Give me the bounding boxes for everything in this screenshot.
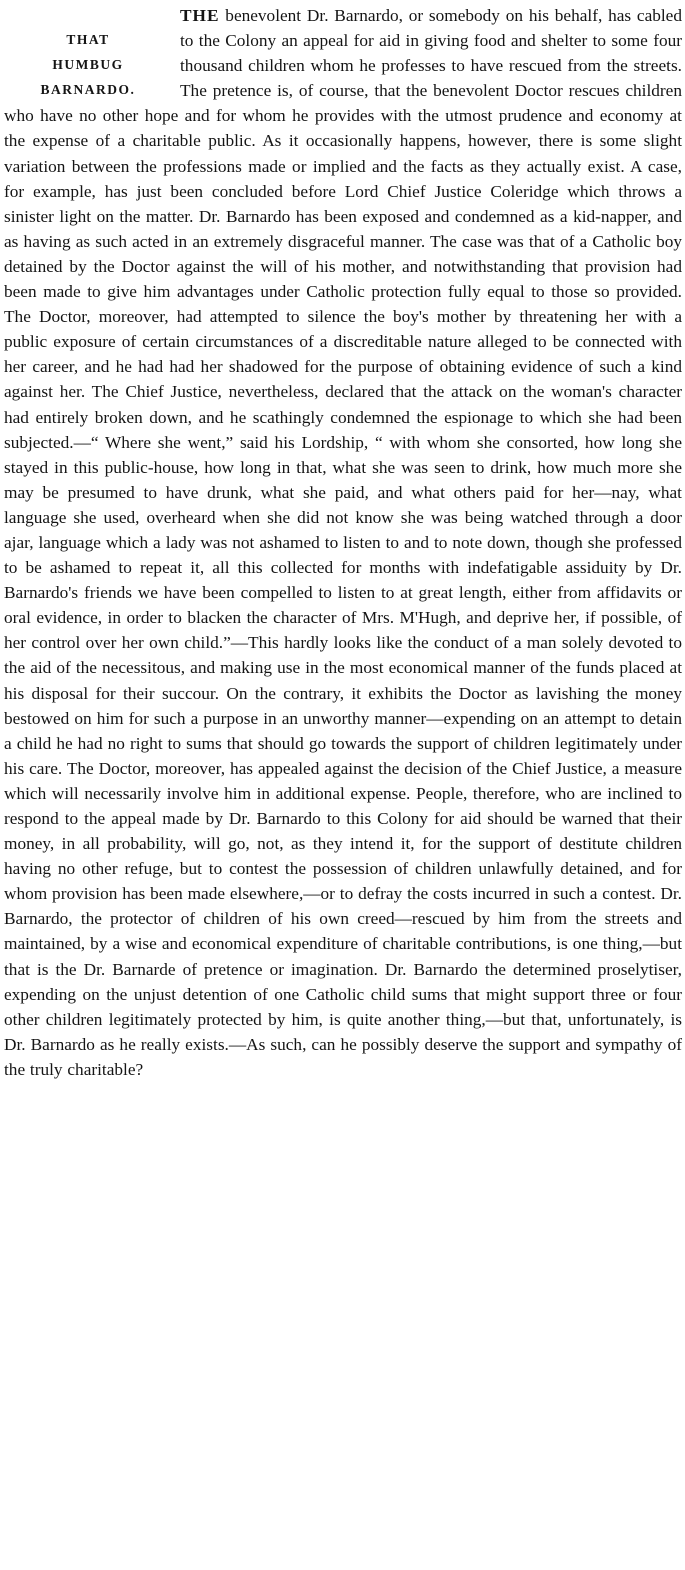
sidehead-line-2: HUMBUG <box>52 57 124 72</box>
article-body-text: benevolent Dr. Barnardo, or somebody on his behalf, has cabled to the Colony an appeal for aid in giving food and shelter to some four thousand children whom he professes to have rescued from the streets. The pretence is, of course, that the benevolent Doctor rescues children who have no other hope and for whom he provides with the utmost prudence and economy at the expense of a charitable public. As it occasionally happens, however, there is some slight variation between the professions made or implied and the facts as they actually exist. A case, for example, has just been concluded before Lord Chief Justice Coleridge which throws a sinister light on the matter. Dr. Barnardo has been exposed and condemned as a kid-napper, and as having as such acted in an extremely disgraceful manner. The case was that of a Catholic boy detained by the Doctor against the will of his mother, and notwithstanding that provision had been made to give him advantages under Catholic protection fully equal to those so provided. The Doctor, moreover, had attempted to silence the boy's mother by threatening her with a public exposure of certain circumstances of a discreditable nature alleged to be connected with her career, and he had had her shadowed for the purpose of obtaining evidence of such a kind against her. The Chief Justice, nevertheless, declared that the attack on the woman's character had entirely broken down, and he scathingly condemned the espionage to which she had been subjected.—“ Where she went,” said his Lordship, “ with whom she consorted, how long she stayed in this public-house, how long in that, what she was seen to drink, how much more she may be presumed to have drunk, what she paid, and what others paid for her—nay, what language she used, overheard when she did not know she was being watched through a door ajar, language which a lady was not ashamed to listen to and to note down, though she professed to be ashamed to repeat it, all this collected for months with indefatigable assiduity by Dr. Barnardo's friends we have been compelled to listen to at great length, either from affidavits or oral evidence, in order to blacken the character of Mrs. M'Hugh, and deprive her, if possible, of her control over her own child.”—This hardly looks like the conduct of a man solely devoted to the aid of the necessitous, and making use in the most economical manner of the funds placed at his disposal for their succour. On the contrary, it exhibits the Doctor as lavishing the money bestowed on him for such a purpose in an unworthy manner—expending on an attempt to detain a child he had no right to sums that should go towards the support of children legitimately under his care. The Doctor, moreover, has appealed against the decision of the Chief Justice, a measure which will necessarily involve him in additional expense. People, therefore, who are inclined to respond to the appeal made by Dr. Barnardo to this Colony for aid should be warned that their money, in all probability, will go, not, as they intend it, for the support of destitute children having no other refuge, but to contest the possession of children unlawfully detained, and for whom provision has been made elsewhere,—or to defray the costs incurred in such a contest. Dr. Barnardo, the protector of children of his own creed—rescued by him from the streets and maintained, by a wise and economical expenditure of charitable contributions, is one thing,—but that is the Dr. Barnarde of pretence or imagination. Dr. Barnardo the determined proselytiser, expending on the unjust detention of one Catholic child sums that might support three or four other children legitimately protected by him, is quite another thing,—but that, unfortunately, is Dr. Barnardo as he really exists.—As such, can he possibly deserve the support and sympathy of the truly charitable? <box>4 6 682 1079</box>
sidehead-line-1: THAT <box>66 32 110 47</box>
sidehead-line-3: BARNARDO. <box>40 82 136 97</box>
article-body <box>4 3 682 1082</box>
article-lead-word: THE <box>180 6 220 25</box>
article-sidehead <box>4 27 172 102</box>
